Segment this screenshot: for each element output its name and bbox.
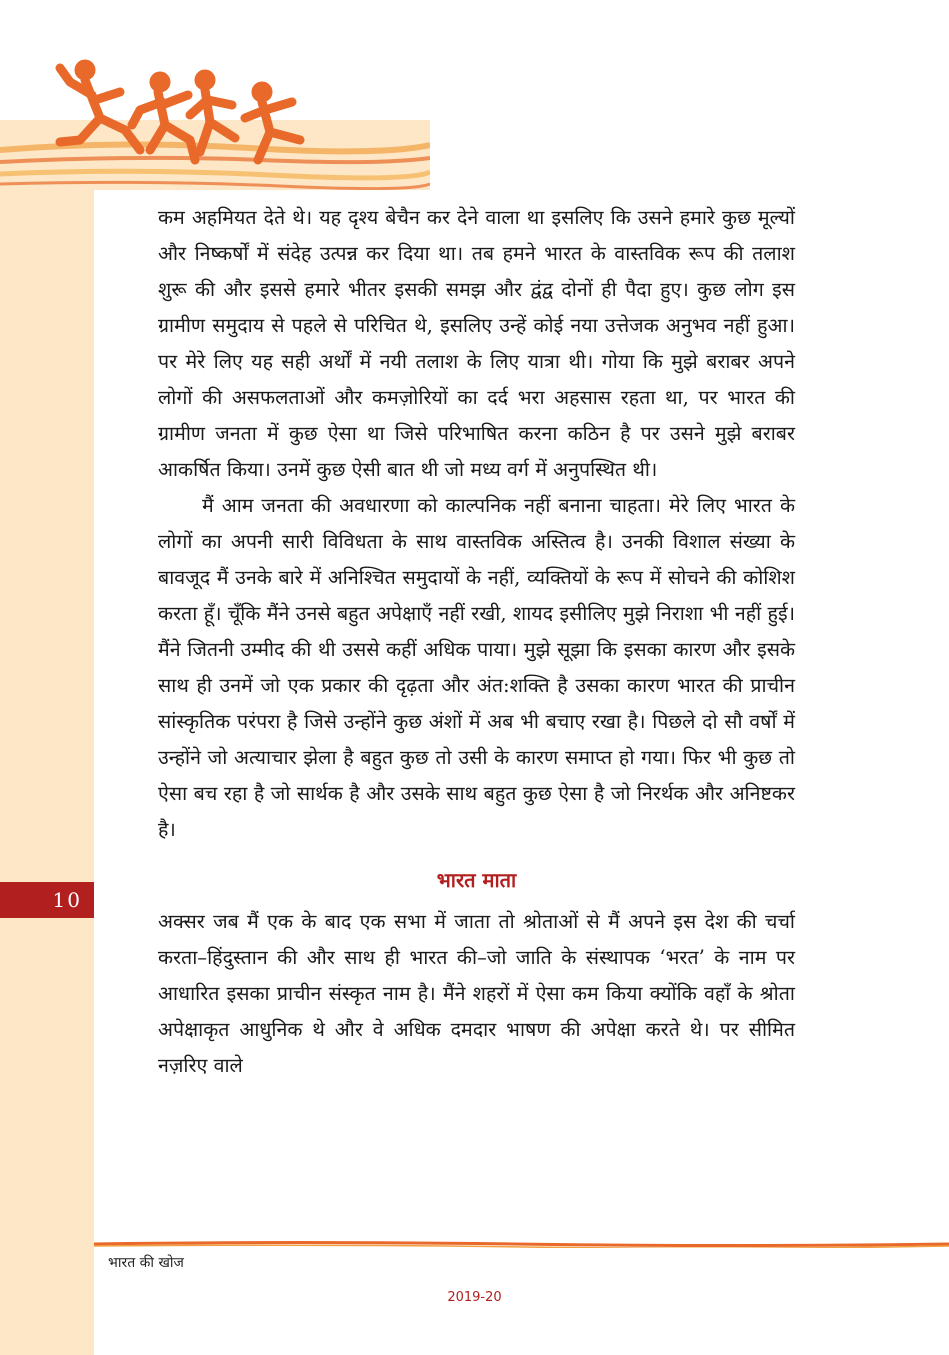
footer-divider	[94, 1240, 949, 1248]
edition-year: 2019-20	[447, 1290, 502, 1305]
section-paragraph: अक्सर जब मैं एक के बाद एक सभा में जाता तो श्रोताओं से मैं अपने इस देश की चर्चा करता–हिंदुस्तान की और साथ ही भारत की–जो जाति के संस्थापक ‘भरत’ के नाम पर आधारित इसका प्राचीन संस्कृत नाम है। मैंने शहरों में ऐसा कम किया क्योंकि वहाँ के श्रोता अपेक्षाकृत आधुनिक थे और वे अधिक दमदार भाषण की अपेक्षा करते थे। पर सीमित नज़रिए वाले	[158, 910, 795, 1077]
paragraph-1: कम अहमियत देते थे। यह दृश्य बेचैन कर देने वाला था इसलिए कि उसने हमारे कुछ मूल्यों और निष्कर्षों में संदेह उत्पन्न कर दिया था। तब हमने भारत के वास्तविक रूप की तलाश शुरू की और इससे हमारे भीतर इसकी समझ और द्वंद्व दोनों ही पैदा हुए। कुछ लोग इस ग्रामीण समुदाय से पहले से परिचित थे, इसलिए उन्हें कोई नया उत्तेजक अनुभव नहीं हुआ। पर मेरे लिए यह सही अर्थों में नयी तलाश के लिए यात्रा थी। गोया कि मुझे बराबर अपने लोगों की असफलताओं और कमज़ोरियों का दर्द भरा अहसास रहता था, पर भारत की ग्रामीण जनता में कुछ ऐसा था जिसे परिभाषित करना कठिन है पर उसने मुझे बराबर आकर्षित किया। उनमें कुछ ऐसी बात थी जो मध्य वर्ग में अनुपस्थित थी।	[158, 206, 795, 481]
main-text	[158, 200, 795, 1084]
paragraph-2: मैं आम जनता की अवधारणा को काल्पनिक नहीं बनाना चाहता। मेरे लिए भारत के लोगों का अपनी सारी विविधता के साथ वास्तविक अस्तित्व है। उनकी विशाल संख्या के बावजूद मैं उनके बारे में अनिश्चित समुदायों के नहीं, व्यक्तियों के रूप में सोचने की कोशिश करता हूँ। चूँकि मैंने उनसे बहुत अपेक्षाएँ नहीं रखी, शायद इसीलिए मुझे निराशा भी नहीं हुई। मैंने जितनी उम्मीद की थी उससे कहीं अधिक पाया। मुझे सूझा कि इसका कारण और इसके साथ ही उनमें जो एक प्रकार की दृढ़ता और अंत:शक्ति है उसका कारण भारत की प्राचीन सांस्कृतिक परंपरा है जिसे उन्होंने कुछ अंशों में अब भी बचाए रखा है। पिछले दो सौ वर्षों में उन्होंने जो अत्याचार झेला है बहुत कुछ तो उसी के कारण समाप्त हो गया। फिर भी कुछ तो ऐसा बच रहा है जो सार्थक है और उसके साथ बहुत कुछ ऐसा है जो निरर्थक और अनिष्टकर है।	[158, 494, 795, 841]
section-heading: भारत माता	[436, 868, 517, 892]
header-decoration	[0, 0, 430, 195]
page-number: 10	[0, 882, 94, 918]
left-margin-strip	[0, 190, 94, 1355]
book-title: भारत की खोज	[108, 1255, 184, 1271]
